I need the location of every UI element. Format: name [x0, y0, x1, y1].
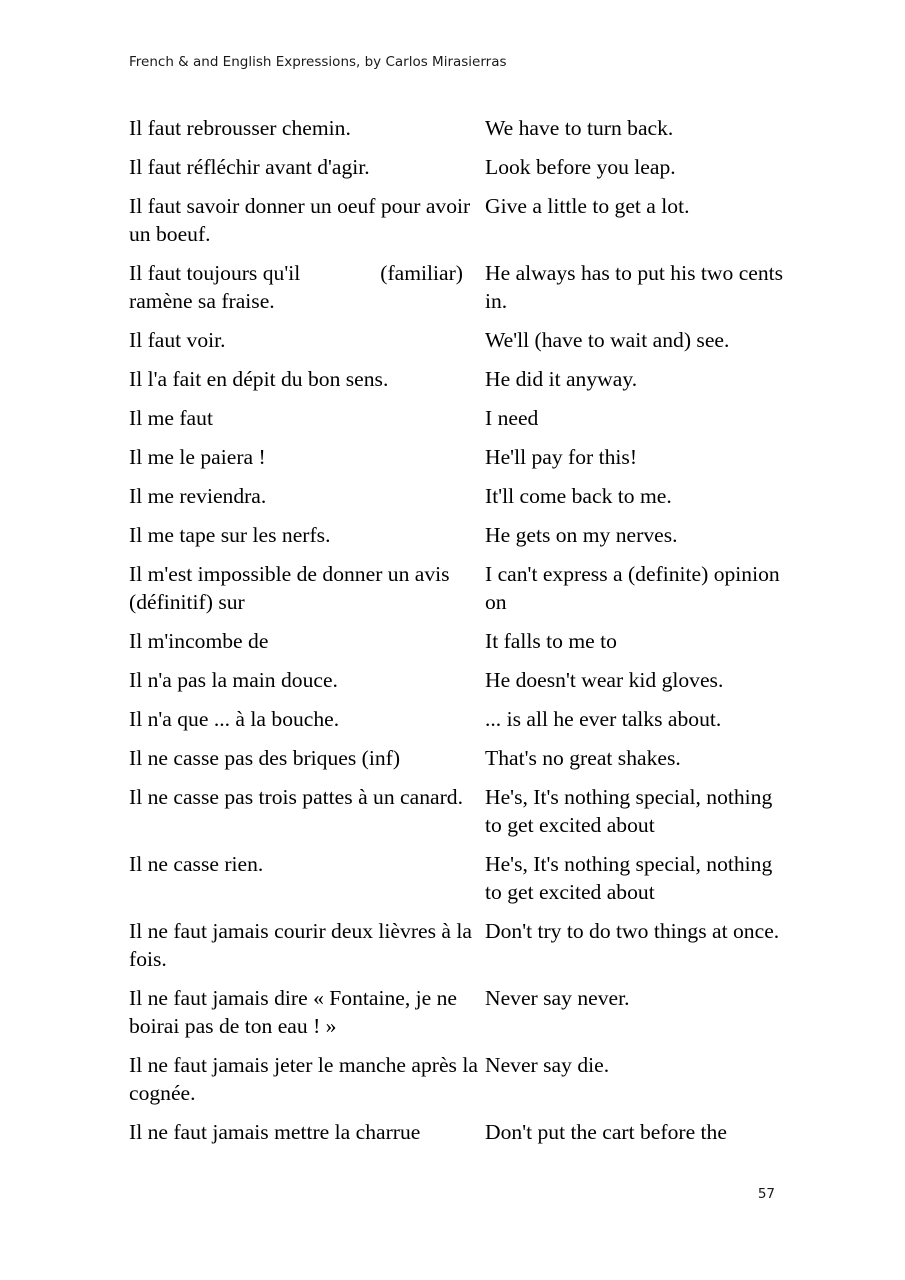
french-expression: Il ne faut jamais jeter le manche après la cognée.	[129, 1053, 478, 1105]
english-translation: I can't express a (definite) opinion on	[485, 562, 780, 614]
table-row	[129, 443, 789, 471]
register-note: (familiar)	[380, 261, 463, 285]
english-translation: He'll pay for this!	[485, 445, 638, 469]
french-expression: Il faut rebrousser chemin.	[129, 116, 351, 140]
french-expression: Il faut voir.	[129, 328, 226, 352]
table-row	[129, 114, 789, 142]
english-translation: Don't try to do two things at once.	[485, 919, 780, 943]
english-translation: It falls to me to	[485, 629, 617, 653]
table-row	[129, 1051, 789, 1107]
french-expression-start: Il faut toujours qu'il	[129, 261, 301, 285]
french-expression: Il ne casse pas des briques (inf)	[129, 746, 401, 770]
table-row	[129, 666, 789, 694]
table-row	[129, 192, 789, 248]
table-row	[129, 404, 789, 432]
page-number: 57	[757, 1186, 775, 1202]
table-row	[129, 560, 789, 616]
english-translation: ... is all he ever talks about.	[485, 707, 722, 731]
english-translation: Never say die.	[485, 1053, 610, 1077]
french-expression: Il ne casse rien.	[129, 852, 264, 876]
table-row	[129, 917, 789, 973]
english-translation: We'll (have to wait and) see.	[485, 328, 730, 352]
french-expression: Il n'a pas la main douce.	[129, 668, 338, 692]
english-translation: Never say never.	[485, 986, 630, 1010]
french-expression: Il m'est impossible de donner un avis (définitif) sur	[129, 562, 450, 614]
table-row	[129, 705, 789, 733]
french-expression: Il n'a que ... à la bouche.	[129, 707, 340, 731]
english-translation: He's, It's nothing special, nothing to get excited about	[485, 852, 773, 904]
english-translation: That's no great shakes.	[485, 746, 681, 770]
english-translation: It'll come back to me.	[485, 484, 672, 508]
english-translation: He did it anyway.	[485, 367, 638, 391]
table-row	[129, 850, 789, 906]
table-row	[129, 482, 789, 510]
running-header: French & and English Expressions, by Carlos Mirasierras	[129, 54, 507, 70]
table-row	[129, 521, 789, 549]
english-translation: He always has to put his two cents in.	[485, 261, 784, 313]
english-translation: Look before you leap.	[485, 155, 676, 179]
english-translation: He's, It's nothing special, nothing to get excited about	[485, 785, 773, 837]
french-expression: Il m'incombe de	[129, 629, 269, 653]
english-translation: We have to turn back.	[485, 116, 674, 140]
english-translation: He gets on my nerves.	[485, 523, 678, 547]
table-row	[129, 1118, 789, 1146]
table-row	[129, 984, 789, 1040]
french-expression: Il ne faut jamais dire « Fontaine, je ne boirai pas de ton eau ! »	[129, 986, 457, 1038]
french-expression: Il me le paiera !	[129, 445, 266, 469]
table-row	[129, 744, 789, 772]
french-expression: Il me faut	[129, 406, 213, 430]
french-expression: Il me reviendra.	[129, 484, 267, 508]
table-row	[129, 627, 789, 655]
english-translation: I need	[485, 406, 539, 430]
french-expression: Il faut réfléchir avant d'agir.	[129, 155, 370, 179]
expressions-table	[129, 114, 789, 1146]
french-expression: Il ne faut jamais courir deux lièvres à la fois.	[129, 919, 472, 971]
french-expression-continued: ramène sa fraise.	[129, 289, 275, 313]
french-expression: Il ne casse pas trois pattes à un canard.	[129, 785, 463, 809]
french-expression: Il l'a fait en dépit du bon sens.	[129, 367, 389, 391]
table-row	[129, 365, 789, 393]
table-row	[129, 259, 789, 315]
french-expression: Il faut savoir donner un oeuf pour avoir un boeuf.	[129, 194, 471, 246]
table-row	[129, 153, 789, 181]
english-translation: He doesn't wear kid gloves.	[485, 668, 724, 692]
french-expression: Il me tape sur les nerfs.	[129, 523, 331, 547]
english-translation: Give a little to get a lot.	[485, 194, 690, 218]
french-expression: Il ne faut jamais mettre la charrue	[129, 1120, 421, 1144]
table-row	[129, 326, 789, 354]
table-row	[129, 783, 789, 839]
english-translation: Don't put the cart before the	[485, 1120, 727, 1144]
french-expression	[129, 259, 485, 315]
